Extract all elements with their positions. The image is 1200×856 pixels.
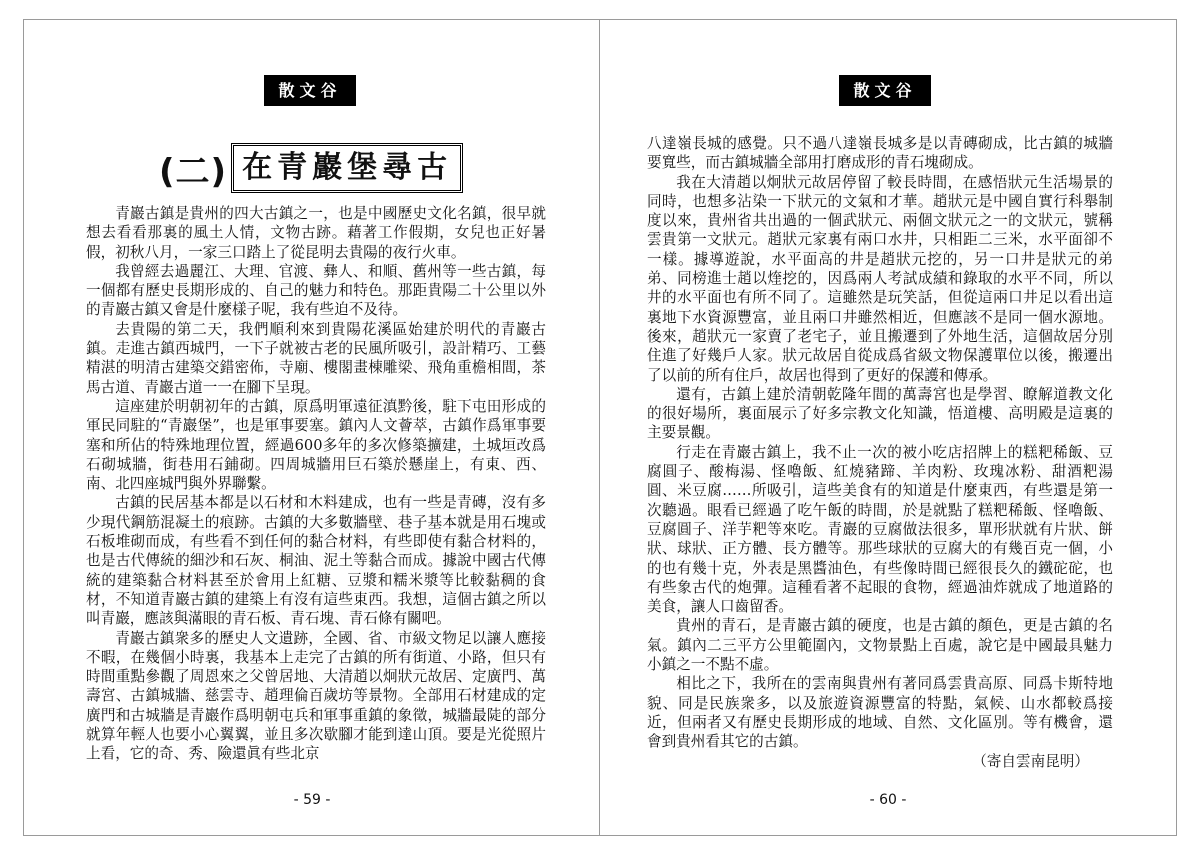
left-body-text xyxy=(86,204,546,764)
continued-paragraph: 八達嶺長城的感覺。只不過八達嶺長城多是以青磚砌成，比古鎮的城牆要寬些，而古鎮城牆全部用打磨成形的青石塊砌成。 xyxy=(647,135,1113,172)
paragraph: 去貴陽的第二天，我們順利來到貴陽花溪區始建於明代的青巖古鎮。走進古鎮西城門，一下子就被古老的民風所吸引，設計精巧、工藝精湛的明清古建築交錯密佈，寺廟、樓閣畫棟雕梁、飛角重檐相間，茶馬古道、青巖古道一一在腳下呈現。 xyxy=(86,320,546,396)
paragraph: 這座建於明朝初年的古鎮，原爲明軍遠征滇黔後，駐下屯田形成的軍民同駐的“青巖堡”，也是軍事要塞。鎮內人文薈萃，古鎮作爲軍事要塞和所佔的特殊地理位置，經過600多年的多次修築擴建，土城垣改爲石砌城牆，街巷用石鋪砌。四周城牆用巨石築於懸崖上，有東、西、南、北四座城門與外界聯繫。 xyxy=(86,397,546,493)
section-header-badge: 散文谷 xyxy=(264,75,356,106)
page-number: - 59 - xyxy=(293,792,331,808)
article-number: (二) xyxy=(159,151,228,192)
author-signoff: （寄自雲南昆明） xyxy=(972,752,1089,770)
article-title-text: 在青巖堡尋古 xyxy=(231,143,463,193)
paragraph: 貴州的青石，是青巖古鎮的硬度，也是古鎮的顏色，更是古鎮的名氣。鎮內二三平方公里範圍內，文物景點上百處，說它是中國最具魅力小鎮之一不點不虛。 xyxy=(647,617,1113,674)
paragraph: 青巖古鎮是貴州的四大古鎮之一，也是中國歷史文化名鎮，很早就想去看看那裏的風土人情，文物古跡。藉著工作假期，女兒也正好暑假，初秋八月，一家三口踏上了從昆明去貴陽的夜行火車。 xyxy=(86,205,546,261)
right-body-text xyxy=(647,134,1113,771)
article-title xyxy=(159,140,463,196)
paragraph: 還有，古鎮上建於清朝乾隆年間的萬壽宮也是學習、瞭解道教文化的很好場所，裏面展示了好多宗教文化知識，悟道樓、高明殿是這裏的主要景觀。 xyxy=(647,385,1113,442)
paragraph: 青巖古鎮衆多的歷史人文遺跡，全國、省、市級文物足以讓人應接不暇，在幾個小時裏，我基本上走完了古鎮的所有街道、小路，但只有時間重點參觀了周恩來之父曾居地、大清趙以炯狀元故居、定廣門、萬壽宮、古鎮城牆、慈雲寺、趙理倫百歲坊等景物。全部用石材建成的定廣門和古城牆是青巖作爲明朝屯兵和軍事重鎮的象徵，城牆最陡的部分就算年輕人也要小心翼翼，並且多次歇腳才能到達山頂。要是光從照片上看，它的奇、秀、險還眞有些北京 xyxy=(86,629,546,763)
paragraph: 行走在青巖古鎮上，我不止一次的被小吃店招牌上的糕粑稀飯、豆腐圓子、酸梅湯、怪嚕飯、紅燒豬蹄、羊肉粉、玫瑰冰粉、甜酒粑湯圓、米豆腐……所吸引，這些美食有的知道是什麼東西，有些還是第一次聽過。眼看已經過了吃午飯的時間，於是就點了糕粑稀飯、怪嚕飯、豆腐圓子、洋芋粑等來吃。青巖的豆腐做法很多，單形狀就有片狀、餅狀、球狀、正方體、長方體等。那些球狀的豆腐大的有幾百克一個，小的也有幾十克，外表是黑醬油色，有些像時間已經很長久的鐵砣砣，也有些象古代的炮彈。這種看著不起眼的食物，經過油炸就成了地道路的美食，讓人口齒留香。 xyxy=(647,443,1113,616)
left-page xyxy=(23,19,601,836)
section-header-badge: 散文谷 xyxy=(839,75,931,106)
paragraph: 古鎮的民居基本都是以石材和木料建成，也有一些是青磚，沒有多少現代鋼筋混凝土的痕跡。古鎮的大多數牆壁、巷子基本就是用石塊或石板堆砌而成，有些看不到任何的黏合材料，有些即使有黏合材料的，也是古代傳統的細沙和石灰、桐油、泥土等黏合而成。據說中國古代傳統的建築黏合材料甚至於會用上紅糖、豆漿和糯米漿等比較黏稠的食材，不知道青巖古鎮的建築上有沒有這些東西。我想，這個古鎮之所以叫青巖，應該與滿眼的青石板、青石塊、青石條有關吧。 xyxy=(86,494,546,628)
paragraph: 相比之下，我所在的雲南與貴州有著同爲雲貴高原、同爲卡斯特地貌、同是民族衆多，以及旅遊資源豐富的特點，氣候、山水都較爲接近，但兩者又有歷史長期形成的地域、自然、文化區別。等有機會，還會到貴州看其它的古鎮。 xyxy=(647,675,1113,751)
right-page xyxy=(599,19,1177,836)
page-number: - 60 - xyxy=(869,792,907,808)
paragraph: 我曾經去過麗江、大理、官渡、彝人、和順、舊州等一些古鎮，每一個都有歷史長期形成的、自己的魅力和特色。那距貴陽二十公里以外的青巖古鎮又會是什麼樣子呢，我有些迫不及待。 xyxy=(86,262,546,319)
paragraph: 我在大清趙以炯狀元故居停留了較長時間，在感悟狀元生活場景的同時，也想多沾染一下狀元的文氣和才華。趙狀元是中國自實行科舉制度以來，貴州省共出過的一個武狀元、兩個文狀元之一的文狀元，號稱雲貴第一文狀元。趙狀元家裏有兩口水井，只相距二三米，水平面卻不一樣。據導遊說，水平面高的井是趙狀元挖的，另一口井是狀元的弟弟、同榜進士趙以煃挖的，因爲兩人考試成績和錄取的水平不同，所以井的水平面也有所不同了。這雖然是玩笑話，但從這兩口井足以看出這裏地下水資源豐富，並且兩口井雖然相近，但應該不是同一個水源地。後來，趙狀元一家賣了老宅子，並且搬遷到了外地生活，這個故居分別住進了好幾戶人家。狀元故居自從成爲省級文物保護單位以後，搬遷出了以前的所有住戶，故居也得到了更好的保護和傳承。 xyxy=(647,173,1113,384)
